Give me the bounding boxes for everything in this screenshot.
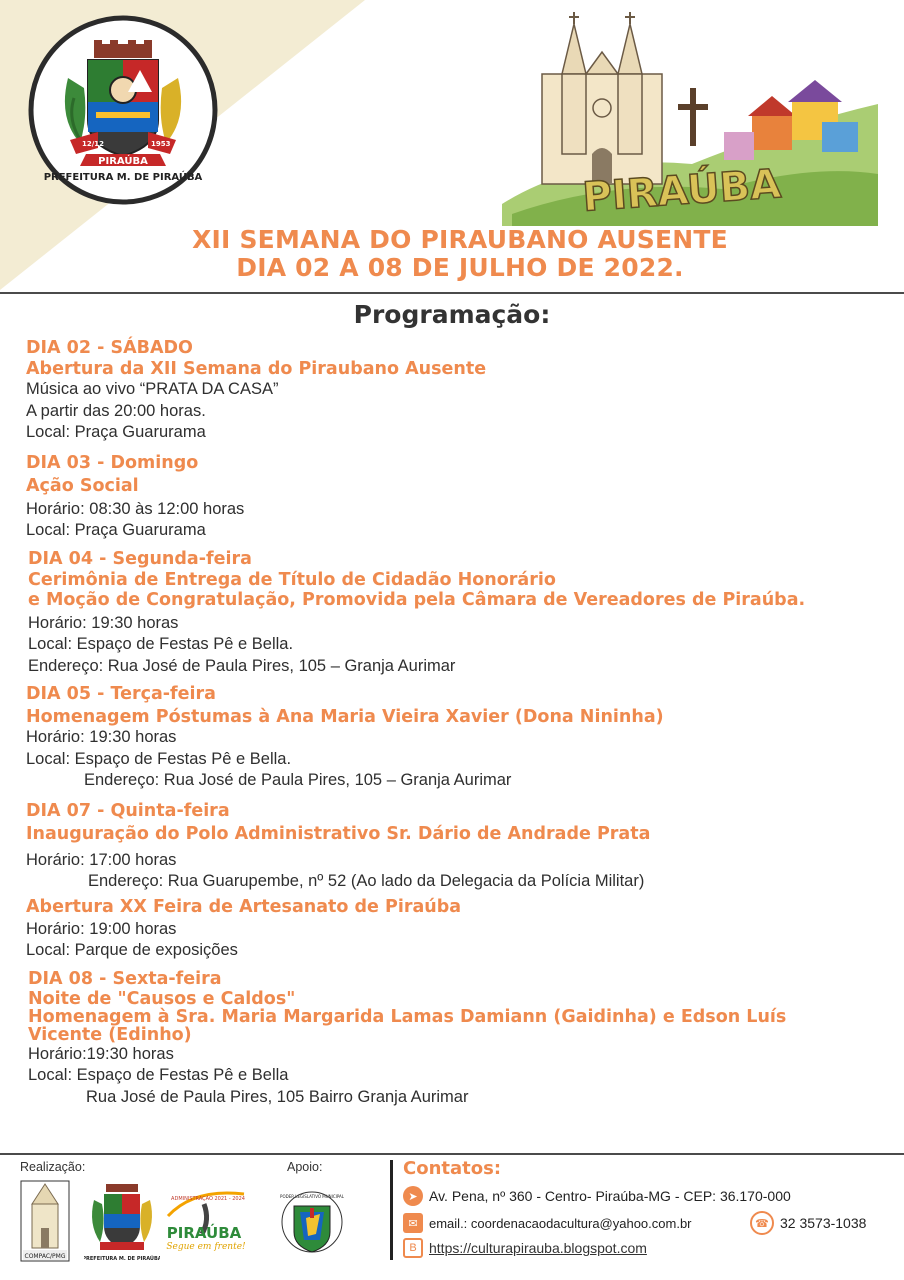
- realizacao-label: Realização:: [20, 1160, 86, 1174]
- blog-row: [403, 1238, 647, 1258]
- footer-divider: [0, 1153, 904, 1155]
- blog-link[interactable]: https://culturapirauba.blogspot.com: [429, 1240, 647, 1256]
- email-row: [403, 1213, 692, 1233]
- event-name: Abertura XX Feira de Artesanato de Piraúba: [26, 896, 462, 917]
- program-heading: Programação:: [353, 300, 551, 329]
- info-line: Horário: 08:30 às 12:00 horas: [26, 499, 245, 518]
- info-line: Horário: 19:30 horas: [28, 613, 179, 632]
- phone-row: [750, 1211, 866, 1235]
- compac-logo: [20, 1180, 70, 1266]
- day-block: [26, 800, 886, 962]
- email-icon: ✉: [403, 1213, 423, 1233]
- blog-icon: B: [403, 1238, 423, 1258]
- municipal-seal-logo: [28, 8, 218, 208]
- day-title: DIA 08 - Sexta-feira: [28, 968, 222, 989]
- camara-logo: [280, 1184, 344, 1264]
- info-line: A partir das 20:00 horas.: [26, 401, 206, 420]
- info-line: Horário: 19:30 horas: [26, 728, 177, 746]
- info-line: Local: Praça Guarurama: [26, 423, 206, 441]
- event-name: Abertura da XII Semana do Piraubano Ausente: [26, 359, 487, 379]
- info-line: Local: Praça Guarurama: [26, 521, 206, 539]
- apoio-label: Apoio:: [287, 1160, 323, 1174]
- event-name-line1: Noite de "Causos e Caldos": [28, 988, 296, 1009]
- info-line: Endereço: Rua José de Paula Pires, 105 – Granja Aurimar: [84, 771, 512, 789]
- seal-name: PREFEITURA M. DE PIRAÚBA: [43, 172, 203, 183]
- location-icon: ➤: [403, 1186, 423, 1206]
- seal-date-left: 12/12: [82, 140, 105, 148]
- event-name: Ação Social: [26, 475, 139, 496]
- info-line: Música ao vivo “PRATA DA CASA”: [26, 380, 279, 398]
- art-word: PIRAÚBA: [581, 161, 783, 221]
- compac-text: COMPAC/PMG: [24, 1253, 66, 1260]
- day-block: [26, 337, 886, 444]
- camara-arc: PODER LEGISLATIVO MUNICIPAL: [280, 1194, 344, 1199]
- event-name: Inauguração do Polo Administrativo Sr. Dário de Andrade Prata: [26, 823, 651, 844]
- day-block: [26, 548, 886, 678]
- address-row: [403, 1186, 791, 1206]
- email-text[interactable]: email.: coordenacaodacultura@yahoo.com.br: [429, 1215, 692, 1231]
- church-hill-illustration: [492, 4, 882, 226]
- contacts-title: Contatos:: [403, 1158, 502, 1179]
- day-title: DIA 02 - SÁBADO: [26, 338, 193, 358]
- day-block: [26, 968, 886, 1109]
- administration-logo: [164, 1186, 248, 1258]
- info-line: Rua José de Paula Pires, 105 Bairro Granja Aurimar: [86, 1087, 469, 1106]
- event-name-line2: e Moção de Congratulação, Promovida pela Câmara de Vereadores de Piraúba.: [28, 589, 806, 610]
- info-line: Local: Espaço de Festas Pê e Bella.: [28, 635, 294, 653]
- admin-logo-tag: Segue em frente!: [166, 1242, 246, 1252]
- day-title: DIA 07 - Quinta-feira: [26, 800, 230, 821]
- day-title: DIA 04 - Segunda-feira: [28, 548, 252, 569]
- info-line: Local: Parque de exposições: [26, 941, 238, 959]
- small-municipal-seal: [84, 1180, 160, 1268]
- phone-icon: ☎: [750, 1211, 774, 1235]
- info-line: Horário: 19:00 horas: [26, 919, 177, 938]
- info-line: Horário:19:30 horas: [28, 1044, 174, 1063]
- event-title: [120, 226, 800, 282]
- info-line: Endereço: Rua Guarupembe, nº 52 (Ao lado da Delegacia da Polícia Militar): [88, 872, 645, 890]
- footer-separator: [390, 1160, 393, 1260]
- day-block: [26, 452, 886, 542]
- admin-logo-top: ADMINISTRAÇÃO 2021 - 2024: [171, 1196, 245, 1202]
- schedule: [26, 337, 886, 1108]
- event-title-line2: DIA 02 A 08 DE JULHO DE 2022.: [236, 253, 684, 282]
- small-seal-name: PREFEITURA M. DE PIRAÚBA: [84, 1256, 160, 1262]
- event-name-line3: Vicente (Edinho): [28, 1024, 192, 1045]
- info-line: Local: Espaço de Festas Pê e Bella: [28, 1066, 289, 1084]
- day-title: DIA 03 - Domingo: [26, 452, 199, 473]
- admin-logo-word: PIRAÚBA: [166, 1224, 242, 1242]
- info-line: Horário: 17:00 horas: [26, 850, 177, 869]
- address-text: Av. Pena, nº 360 - Centro- Piraúba-MG - CEP: 36.170-000: [429, 1188, 791, 1204]
- event-name: Homenagem Póstumas à Ana Maria Vieira Xavier (Dona Nininha): [26, 707, 664, 727]
- event-name-line1: Cerimônia de Entrega de Título de Cidadão Honorário: [28, 569, 556, 590]
- header-divider: [0, 292, 904, 294]
- day-title: DIA 05 - Terça-feira: [26, 684, 216, 704]
- info-line: Local: Espaço de Festas Pê e Bella.: [26, 749, 292, 768]
- phone-text[interactable]: 32 3573-1038: [780, 1215, 867, 1231]
- seal-date-right: 1953: [151, 140, 171, 148]
- event-title-line1: XII SEMANA DO PIRAUBANO AUSENTE: [192, 225, 728, 254]
- info-line: Endereço: Rua José de Paula Pires, 105 – Granja Aurimar: [28, 656, 456, 675]
- event-name-line2: Homenagem à Sra. Maria Margarida Lamas Damiann (Gaidinha) e Edson Luís: [28, 1006, 787, 1027]
- seal-ring-text: PIRAÚBA: [98, 156, 148, 167]
- day-block: [26, 683, 886, 792]
